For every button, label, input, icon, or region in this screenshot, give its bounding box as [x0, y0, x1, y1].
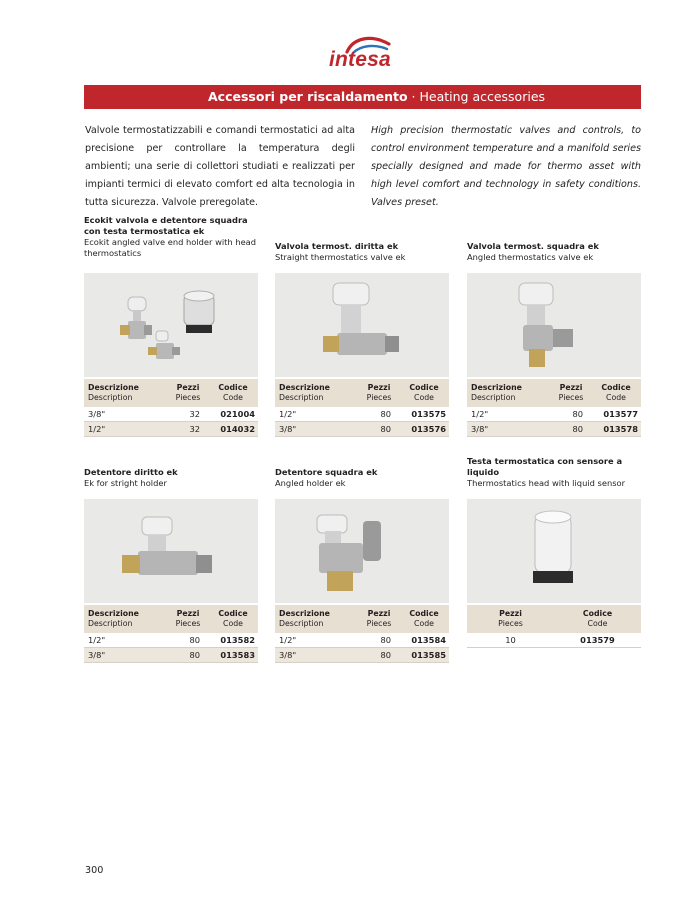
product-title: Valvola termost. squadra ek: [467, 241, 599, 251]
table-row: [84, 407, 258, 422]
table-header: [275, 379, 449, 407]
table-row: [467, 422, 641, 437]
table-header: [275, 605, 449, 633]
product-image: [467, 499, 641, 603]
row-pieces: 80: [189, 650, 200, 660]
header-code-it: Codice: [409, 609, 439, 618]
table-row: [84, 422, 258, 437]
product-title: Ecokit valvola e detentore squadra con testa termostatica ek: [84, 215, 248, 236]
thermostatic-head-icon: [533, 511, 573, 583]
table-row: [275, 422, 449, 437]
table-row: [467, 407, 641, 422]
product-image: [467, 273, 641, 377]
table-row: [467, 633, 641, 648]
row-code: 013585: [411, 650, 446, 660]
header-code-it: Codice: [409, 383, 439, 392]
product-table: [275, 379, 449, 437]
section-banner: [84, 85, 641, 109]
product-subtitle: Ecokit angled valve end holder with head thermostatics: [84, 237, 257, 258]
product-subtitle: Angled holder ek: [275, 478, 346, 488]
row-desc: 1/2": [279, 409, 297, 419]
header-pieces-en: Pieces: [366, 393, 392, 402]
header-pieces-it: Pezzi: [367, 609, 391, 618]
header-desc-it: Descrizione: [471, 383, 522, 392]
header-pieces-en: Pieces: [366, 619, 392, 628]
header-pieces-it: Pezzi: [176, 609, 200, 618]
header-code-en: Code: [223, 393, 243, 402]
header-pieces-en: Pieces: [558, 393, 584, 402]
product-ecokit: [84, 215, 258, 434]
row-code: 013584: [411, 635, 446, 645]
product-table: [275, 605, 449, 663]
header-desc-en: Description: [279, 393, 324, 402]
table-header: [467, 605, 641, 633]
row-code: 021004: [220, 409, 255, 419]
table-row: [84, 648, 258, 663]
header-pieces-en: Pieces: [175, 619, 201, 628]
product-title: Detentore squadra ek: [275, 467, 378, 477]
row-code: 013576: [411, 424, 446, 434]
product-straight-valve: [275, 215, 449, 434]
header-pieces-it: Pezzi: [367, 383, 391, 392]
row-code: 013578: [603, 424, 638, 434]
product-image: [84, 273, 258, 377]
header-desc-en: Description: [279, 619, 324, 628]
page-number: 300: [85, 865, 104, 876]
row-pieces: 80: [572, 409, 583, 419]
row-desc: 1/2": [88, 424, 106, 434]
product-subtitle: Angled thermostatics valve ek: [467, 252, 594, 262]
product-table: [467, 379, 641, 437]
table-row: [275, 633, 449, 648]
straight-valve-icon: [323, 283, 399, 355]
product-straight-holder: [84, 456, 258, 660]
row-pieces: 80: [380, 650, 391, 660]
row-desc: 3/8": [88, 409, 106, 419]
angled-holder-icon: [317, 515, 381, 591]
banner-separator: ·: [407, 89, 420, 104]
product-angled-valve: [467, 215, 641, 434]
angled-valve-icon: [120, 297, 152, 339]
header-desc-en: Description: [471, 393, 516, 402]
angled-holder-icon: [148, 331, 180, 359]
product-subtitle: Ek for stright holder: [84, 478, 167, 488]
table-row: [275, 648, 449, 663]
row-code: 013583: [220, 650, 255, 660]
product-image: [275, 499, 449, 603]
table-row: [84, 633, 258, 648]
banner-title-it: Accessori per riscaldamento: [208, 89, 408, 104]
product-image: [84, 499, 258, 603]
row-pieces: 32: [189, 424, 200, 434]
row-desc: 1/2": [471, 409, 489, 419]
product-title: Valvola termost. diritta ek: [275, 241, 399, 251]
product-title: Testa termostatica con sensore a liquido: [467, 456, 623, 477]
intro-italian: Valvole termostatizzabili e comandi termostatici ad alta precisione per controllare la temperatura degli ambienti; una serie di collettori studiati e realizzati per impianti termici di elevato comfort ed alta tecnologia in tutta sicurezza. Valvole preregolate.: [85, 125, 355, 208]
header-code-en: Code: [414, 393, 434, 402]
product-angled-holder: [275, 456, 449, 660]
header-pieces-en: Pieces: [498, 619, 523, 628]
header-pieces-it: Pezzi: [176, 383, 200, 392]
row-desc: 3/8": [279, 424, 297, 434]
row-code: 013577: [603, 409, 638, 419]
banner-title-en: Heating accessories: [419, 89, 546, 104]
angled-valve-icon: [519, 283, 573, 367]
header-code-en: Code: [414, 619, 434, 628]
header-code-it: Codice: [582, 609, 613, 618]
row-pieces: 80: [572, 424, 583, 434]
thermostatic-head-icon: [184, 291, 214, 333]
row-desc: 1/2": [279, 635, 297, 645]
row-pieces: 80: [380, 424, 391, 434]
row-pieces: 80: [189, 635, 200, 645]
header-code-en: Code: [587, 619, 608, 628]
product-table: [467, 605, 641, 648]
header-desc-en: Description: [88, 393, 133, 402]
header-desc-it: Descrizione: [279, 383, 330, 392]
row-code: 013579: [580, 635, 615, 645]
header-code-en: Code: [223, 619, 243, 628]
row-code: 014032: [220, 424, 255, 434]
product-subtitle: Straight thermostatics valve ek: [275, 252, 406, 262]
brand-name: intesa: [329, 48, 391, 71]
row-pieces: 10: [505, 635, 516, 645]
row-code: 013575: [411, 409, 446, 419]
header-code-it: Codice: [601, 383, 631, 392]
product-table: [84, 379, 258, 437]
row-desc: 3/8": [279, 650, 297, 660]
straight-holder-icon: [122, 517, 212, 575]
header-pieces-it: Pezzi: [499, 609, 522, 618]
row-desc: 1/2": [88, 635, 106, 645]
table-header: [84, 379, 258, 407]
header-desc-it: Descrizione: [88, 609, 139, 618]
header-code-it: Codice: [218, 383, 248, 392]
product-table: [84, 605, 258, 663]
row-desc: 3/8": [471, 424, 489, 434]
row-code: 013582: [220, 635, 255, 645]
product-subtitle: Thermostatics head with liquid sensor: [467, 478, 626, 488]
header-pieces-it: Pezzi: [559, 383, 583, 392]
row-pieces: 80: [380, 635, 391, 645]
table-header: [84, 605, 258, 633]
product-thermostatic-head: [467, 456, 641, 645]
row-desc: 3/8": [88, 650, 106, 660]
row-pieces: 32: [189, 409, 200, 419]
header-pieces-en: Pieces: [175, 393, 201, 402]
product-image: [275, 273, 449, 377]
brand-logo: [329, 36, 401, 78]
table-row: [275, 407, 449, 422]
row-pieces: 80: [380, 409, 391, 419]
table-header: [467, 379, 641, 407]
header-desc-en: Description: [88, 619, 133, 628]
header-desc-it: Descrizione: [279, 609, 330, 618]
header-desc-it: Descrizione: [88, 383, 139, 392]
header-code-en: Code: [606, 393, 626, 402]
product-title: Detentore diritto ek: [84, 467, 178, 477]
intro-english: High precision thermostatic valves and controls, to control environment temperature and a manifold series specially designed and made for thermo asset with high level comfort and technology in safety conditions. Valves preset.: [371, 125, 641, 208]
header-code-it: Codice: [218, 609, 248, 618]
